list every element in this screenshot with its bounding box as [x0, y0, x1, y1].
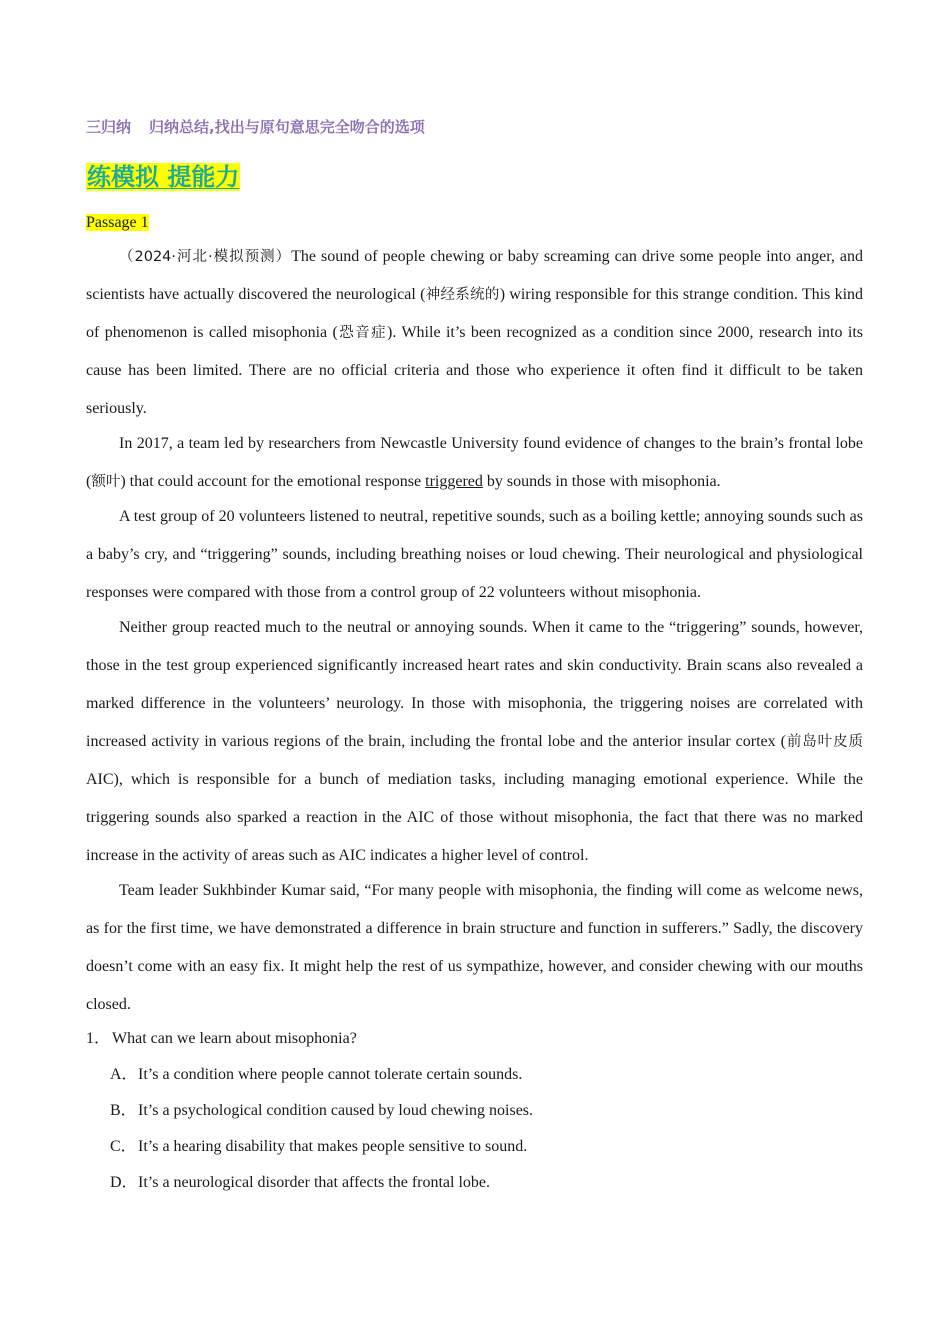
tip-prefix: 三归纳 — [86, 118, 132, 136]
paragraph-text: ) wiring responsible for this strange condition. This kind of phenomenon is called misophonia ( — [86, 286, 864, 341]
answer-option[interactable] — [86, 1165, 863, 1201]
passage-paragraph — [86, 609, 863, 875]
option-letter: D． — [110, 1174, 138, 1191]
paragraph-text: ) that could account for the emotional response — [120, 473, 426, 490]
option-letter: C． — [110, 1138, 137, 1155]
chinese-gloss: 神经系统的 — [425, 287, 500, 303]
question-list — [86, 1021, 863, 1201]
tip-text: 归纳总结,找出与原句意思完全吻合的选项 — [149, 118, 425, 136]
chinese-gloss: 恐音症 — [337, 325, 387, 341]
option-text: It’s a hearing disability that makes people sensitive to sound. — [138, 1138, 528, 1155]
passage-label-text: Passage 1 — [86, 214, 149, 231]
question-stem — [86, 1021, 863, 1057]
paragraph-text: Team leader Sukhbinder Kumar said, “For many people with misophonia, the finding will come as welcome news, as for the first time, we have demonstrated a difference in brain structure and function in sufferers.” Sadly, the discovery doesn’t come with an easy fix. It might help the rest of us sympathize, however, and consider chewing with our mouths closed. — [86, 882, 863, 1013]
question-number: 1． — [86, 1030, 111, 1047]
option-letter: A． — [110, 1066, 138, 1083]
document-page — [86, 112, 863, 1201]
answer-option[interactable] — [86, 1057, 863, 1093]
question-text: What can we learn about misophonia? — [112, 1030, 357, 1047]
passage-label — [86, 208, 863, 238]
option-text: It’s a neurological disorder that affects the frontal lobe. — [138, 1174, 491, 1191]
paragraph-text: AIC), which is responsible for a bunch of mediation tasks, including managing emotional experience. While the triggering sounds also sparked a reaction in the AIC of those without misophonia, the fact that there was no marked increase in the activity of areas such as AIC indicates a higher level of control. — [86, 771, 863, 864]
section-title-text: 练模拟 提能力 — [87, 163, 240, 191]
paragraph-text: Neither group reacted much to the neutral or annoying sounds. When it came to the “triggering” sounds, however, those in the test group experienced significantly increased heart rates and skin conductivity. Brain scans also revealed a marked difference in the volunteers’ neurology. In those with misophonia, the triggering noises are correlated with increased activity in various regions of the brain, including the frontal lobe and the anterior insular cortex ( — [86, 619, 863, 750]
answer-option[interactable] — [86, 1129, 863, 1165]
paragraph-text: The sound of people chewing or baby screaming can drive some people into anger, and scientists have actually discovered the neurological ( — [86, 248, 864, 303]
answer-option[interactable] — [86, 1093, 863, 1129]
underlined-word: triggered — [425, 473, 483, 490]
paragraph-text: A test group of 20 volunteers listened to neutral, repetitive sounds, such as a boiling kettle; annoying sounds such as a baby’s cry, and “triggering” sounds, including breathing noises or loud chewing. Their neurological and physiological responses were compared with those from a control group of 22 volunteers without misophonia. — [86, 508, 863, 601]
chinese-gloss: 前岛叶皮质 — [785, 734, 863, 750]
option-text: It’s a condition where people cannot tolerate certain sounds. — [138, 1066, 523, 1083]
chinese-gloss: 额叶 — [91, 474, 121, 490]
paragraph-text: ). While it’s been recognized as a condition since 2000, research into its cause has been limited. There are no official criteria and those who experience it often find it difficult to be taken seriously. — [86, 324, 863, 417]
option-letter: B． — [110, 1102, 137, 1119]
passage-paragraph — [86, 498, 863, 612]
chinese-gloss: （2024·河北·模拟预测） — [119, 249, 292, 265]
method-tip — [86, 112, 863, 142]
paragraph-text: In 2017, a team led by researchers from Newcastle University found evidence of changes to the brain’s frontal lobe ( — [86, 435, 863, 490]
paragraph-text: by sounds in those with misophonia. — [482, 473, 721, 490]
passage-paragraph — [86, 425, 863, 501]
passage-body — [86, 238, 863, 1024]
option-text: It’s a psychological condition caused by loud chewing noises. — [138, 1102, 534, 1119]
passage-paragraph — [86, 872, 863, 1024]
passage-paragraph — [86, 238, 863, 428]
section-title — [86, 158, 863, 196]
